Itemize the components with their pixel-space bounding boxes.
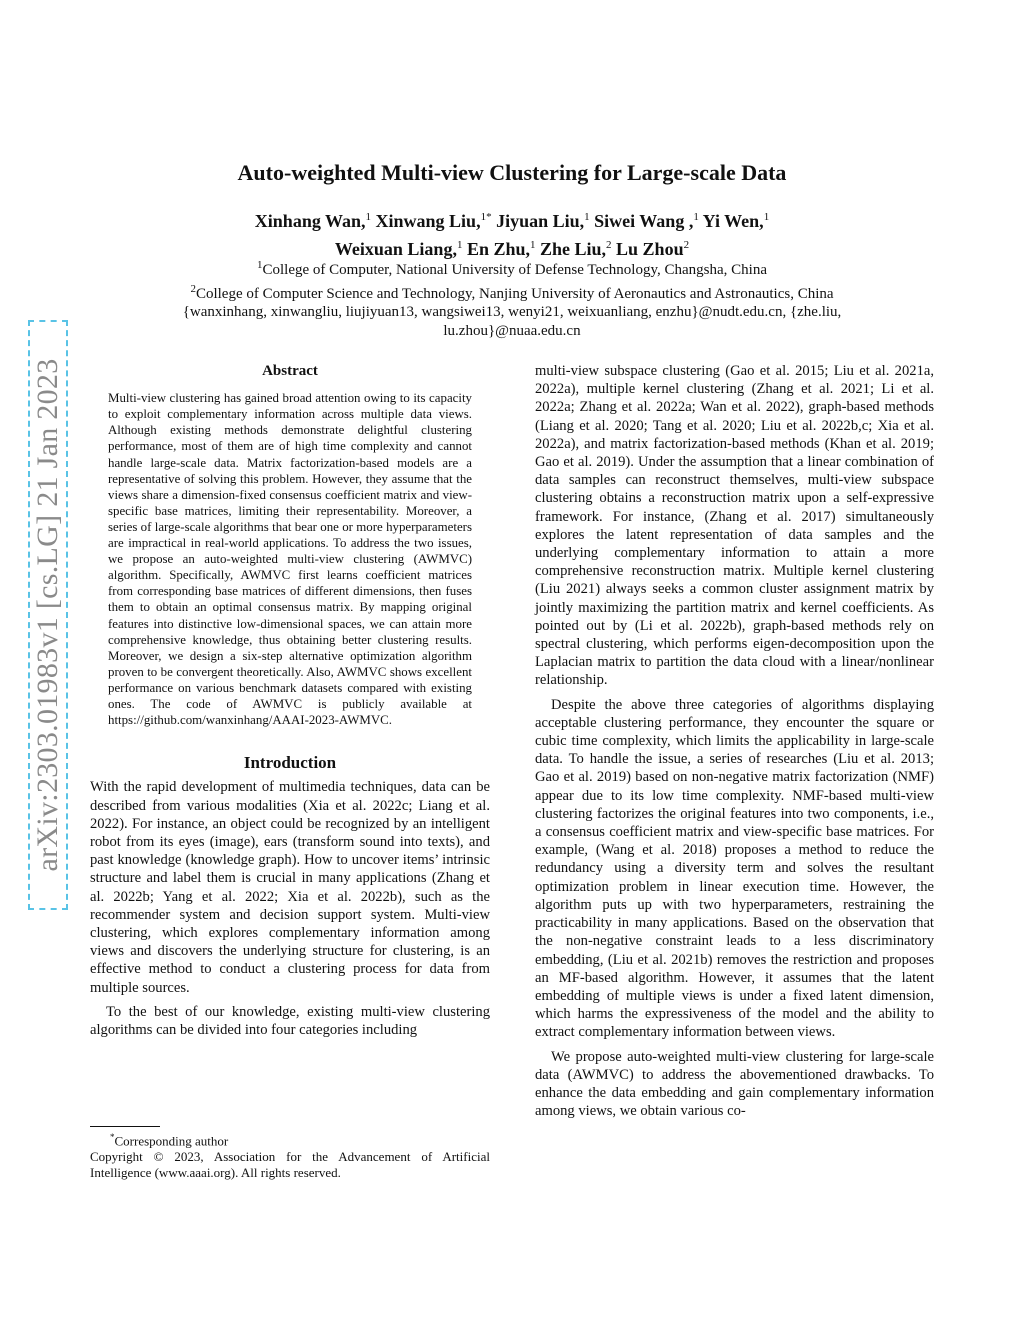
author-sup: 2 [606,239,612,251]
author-emails-line-2: lu.zhou}@nuaa.edu.cn [443,322,581,339]
footnote-rule [90,1126,160,1127]
right-column [535,362,934,1126]
author-name: Zhe Liu, [540,239,607,259]
abstract-heading: Abstract [262,363,318,379]
author-name: Yi Wen, [702,211,764,231]
body-paragraph: We propose auto-weighted multi-view clustering for large-scale data (AWMVC) to address the abovementioned drawbacks. To enhance the data embedding and gain complementary information among views, we obtain various co- [535,1048,934,1120]
footnote-marker: * [110,1132,115,1142]
body-paragraph: multi-view subspace clustering (Gao et al. 2015; Liu et al. 2021a, 2022a), multiple kernel clustering (Zhang et al. 2021; Li et al. 2022a; Zhang et al. 2022a; Wan et al. 2022), graph-based methods (Liang et al. 2020; Tang et al. 2020; Liu et al. 2022b,c; Xia et al. 2022a), and matrix factorization-based methods (Khan et al. 2019; Gao et al. 2019). Under the assumption that a linear combination of data samples can reconstruct themselves, multi-view subspace clustering obtains a reconstruction matrix upon a self-expressive framework. For instance, (Zhang et al. 2017) simultaneously explores the latent representation of data samples and the underlying complementary information to attain a more comprehensive reconstruction matrix. Multiple kernel clustering (Liu 2021) always seeks a common cluster assignment matrix by jointly maximizing the partition matrix and kernel coefficients. As pointed out by (Li et al. 2022b), graph-based methods rely on spectral clustering, which performs eigen-decomposition upon the Laplacian matrix to partition the data cloud with a linear/nonlinear relationship. [535,363,934,689]
author-line-1 [150,205,874,233]
arxiv-stamp [28,320,68,910]
author-name: En Zhu, [466,239,530,259]
author-sup: 1 [530,239,536,251]
author-sup: 2 [683,239,690,251]
author-name: Xinhang Wan, [254,211,366,231]
author-sup: 1 [763,211,770,223]
affiliation-2 [120,280,904,304]
abstract-text: Multi-view clustering has gained broad attention owing to its capacity to exploit complementary information across multiple data views. Although existing methods demonstrate delightful clustering performance, most of them are of high time complexity and cannot handle large-scale data. Matrix factorization-based models are a representative of solving this problem. However, they assume that the views share a dimension-fixed consensus coefficient matrix and view-specific base matrices, limiting their representability. Moreover, a series of large-scale algorithms that bear one or more hyperparameters are impractical in real-world applications. To address the two issues, we propose an auto-weighted multi-view clustering (AWMVC) algorithm. Specifically, AWMVC first learns coefficient matrices from corresponding base matrices of different dimensions, then fuses them to obtain an optimal consensus matrix. By mapping original features into distinctive low-dimensional spaces, we can attain more comprehensive knowledge, thus obtaining better clustering results. Moreover, we design a six-step alternative optimization algorithm proven to be convergent theoretically. Also, AWMVC shows excellent performance on various benchmark datasets compared with existing ones. The code of AWMVC is publicly available at https://github.com/wanxinhang/AAAI-2023-AWMVC. [108,391,472,728]
affiliation-text: College of Computer Science and Technology, Nanjing University of Aeronautics and Astronautics, China [195,285,834,302]
left-column [90,362,490,1045]
author-name: Siwei Wang , [594,211,694,231]
author-sup: 1 [365,211,372,223]
arxiv-id[interactable]: arXiv:2303.01983v1 [cs.LG] 21 Jan 2023 [31,358,64,872]
author-list [150,205,874,261]
paper-title: Auto-weighted Multi-view Clustering for Large-scale Data [237,160,787,185]
affiliation-sup: 1 [257,259,263,271]
author-sup: 1* [480,211,492,223]
affiliations [120,256,904,340]
author-name: Lu Zhou [616,239,684,259]
author-sup: 1 [584,211,590,223]
corresponding-author-note [90,1130,490,1149]
footnote [90,1126,490,1181]
affiliation-sup: 2 [190,282,196,295]
footnote-text: Corresponding author [114,1133,229,1149]
affiliation-text: College of Computer, National University of Defense Technology, Changsha, China [262,262,767,278]
author-sup: 1 [693,211,699,223]
introduction-paragraph: With the rapid development of multimedia techniques, data can be described from various modalities (Xia et al. 2022c; Liang et al. 2022). For instance, an object could be recognized by an intelligent robot from its eyes (image), ears (transform sound into texts), and past knowledge (knowledge graph). How to uncover items’ intrinsic structure and label them is crucial in many applications (Zhang et al. 2022b; Yang et al. 2022; Xia et al. 2022b), such as the recommender system and decision support system. Multi-view clustering, which explores complementary information among views and discovers the underlying structure for clustering, is an effective method to conduct a clustering process for data from multiple sources. [90,779,490,996]
author-emails-line-1: {wanxinhang, xinwangliu, liujiyuan13, wangsiwei13, wenyi21, weixuanliang, enzhu}@nudt.edu.cn, {zhe.liu, [182,304,842,320]
copyright-notice: Copyright © 2023, Association for the Advancement of Artificial Intelligence (www.aaai.org). All rights reserved. [90,1149,490,1180]
affiliation-1 [120,256,904,280]
introduction-heading: Introduction [243,753,337,773]
introduction-paragraph: To the best of our knowledge, existing multi-view clustering algorithms can be divided into four categories including [90,1003,490,1039]
author-name: Weixuan Liang, [334,239,457,259]
author-name: Xinwang Liu, [375,211,481,231]
author-sup: 1 [456,239,463,251]
body-paragraph: Despite the above three categories of algorithms displaying acceptable clustering performance, they encounter the square or cubic time complexity, which limits the applicability in large-scale data. To handle the issue, a series of researches (Liu et al. 2013; Gao et al. 2019) based on non-negative matrix factorization (NMF) appear due to its low time complexity. NMF-based multi-view clustering factorizes the original features into two components, i.e., a consensus coefficient matrix and view-specific base matrices. For example, (Wang et al. 2018) proposes a method to reduce the redundancy using a diversity term and solves the resultant optimization problem in linear execution time. However, the algorithm puts up with two hyperparameters, restraining the practicability in many applications. Based on the observation that the non-negative constraint leads to a less discriminatory embedding, (Liu et al. 2021b) removes the restriction and proposes an MF-based algorithm. However, it assumes that the latent embedding of multiple views is under a fixed latent dimension, which harms the expressiveness of the model and the ability to extract complementary information between views. [535,696,934,1041]
author-name: Jiyuan Liu, [496,211,585,231]
